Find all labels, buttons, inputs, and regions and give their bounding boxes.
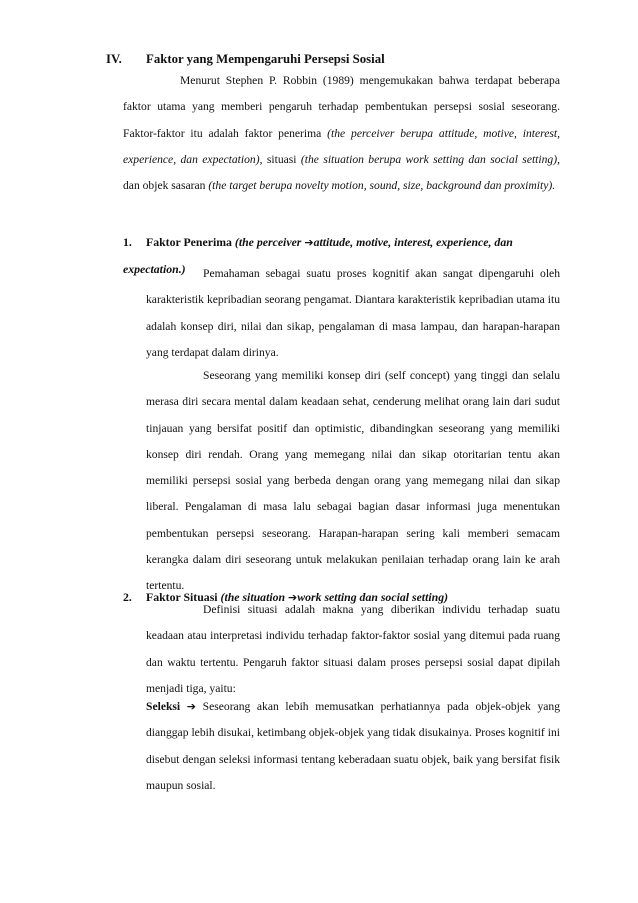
section2-seleksi-paragraph [146,694,560,799]
intro-text-1: Menurut Stephen P. Robbin (1989) mengemukakan bahwa terdapat beberapa faktor utama yang memberi pengaruh terhadap pembentukan persepsi sosial seseorang. Faktor-faktor itu adalah faktor penerima [123,74,560,140]
section1-paragraph-1-text: Pemahaman sebagai suatu proses kognitif akan sangat dipengaruhi oleh karakteristik kepribadian seorang pengamat. Diantara karakteristik kepribadian utama itu adalah konsep diri, nilai dan sikap, pengalaman di masa lampau, dan harapan-harapan yang terdapat dalam dirinya. [146,267,560,359]
seleksi-label: Seleksi [146,700,181,713]
section2-paragraph-1-text: Definisi situasi adalah makna yang diberikan individu terhadap suatu keadaan atau interpretasi individu terhadap faktor-faktor sosial yang ditemui pada ruang dan waktu tertentu. Pengaruh faktor situasi dalam proses persepsi sosial dapat dipilah menjadi tiga, yaitu: [146,603,560,695]
intro-paragraph [123,68,560,199]
arrow-right-icon: ➔ [288,591,298,604]
section1-italic-b: attitude, motive, interest, experience, dan expectation.) [123,235,513,277]
arrow-right-icon: ➔ [304,236,314,249]
section2-italic-b: work setting dan social setting) [297,590,449,604]
intro-italic-situation: (the situation berupa work setting dan social setting) [300,152,558,166]
section1-paragraph-2 [146,363,560,600]
section1-label: Faktor Penerima [146,235,232,249]
seleksi-text: Seseorang akan lebih memusatkan perhatiannya pada objek-objek yang dianggap lebih disukai, ketimbang objek-objek yang tidak disukainya. Proses kognitif ini disebut dengan seleksi informasi tentang keberadaan suatu objek, baik yang bersifat fisik maupun sosial. [146,700,561,792]
section1-italic-a: (the perceiver [234,235,302,249]
intro-italic-target: (the target berupa novelty motion, sound, size, background dan proximity). [208,179,556,193]
heading-number: IV. [106,52,122,66]
intro-text-3: , dan objek sasaran [123,152,560,193]
section2-label: Faktor Situasi [146,590,218,604]
heading-title: Faktor yang Mempengaruhi Persepsi Sosial [146,52,385,66]
section1-number: 1. [123,235,132,249]
section1-paragraph-1 [146,261,560,366]
intro-text-2: , situasi [259,152,301,166]
section2-italic-a: (the situation [220,590,286,604]
intro-italic-perceiver: (the perceiver berupa attitude, motive, interest, experience, dan expectation) [123,126,560,166]
section2-number: 2. [123,590,132,604]
section1-paragraph-2-text: Seseorang yang memiliki konsep diri (self concept) yang tinggi dan selalu merasa diri secara mental dalam keadaan sehat, cenderung melihat orang lain dari sudut tinjauan yang bersifat positif dan optimistic, dibandingkan seseorang yang memiliki konsep diri rendah. Orang yang memegang nilai dan sikap otoritarian tentu akan memiliki persepsi sosial yang berbeda dengan orang yang memegang nilai dan sikap liberal. Pengalaman di masa lalu sebagai bagian dasar informasi juga menentukan pembentukan persepsi seseorang. Harapan-harapan sering kali memberi semacam kerangka dalam diri seseorang untuk melakukan penilaian terhadap orang lain ke arah tertentu. [146,369,560,593]
section-heading [106,52,385,67]
arrow-right-icon: ➔ [186,700,197,713]
section2-paragraph-1 [146,597,560,702]
